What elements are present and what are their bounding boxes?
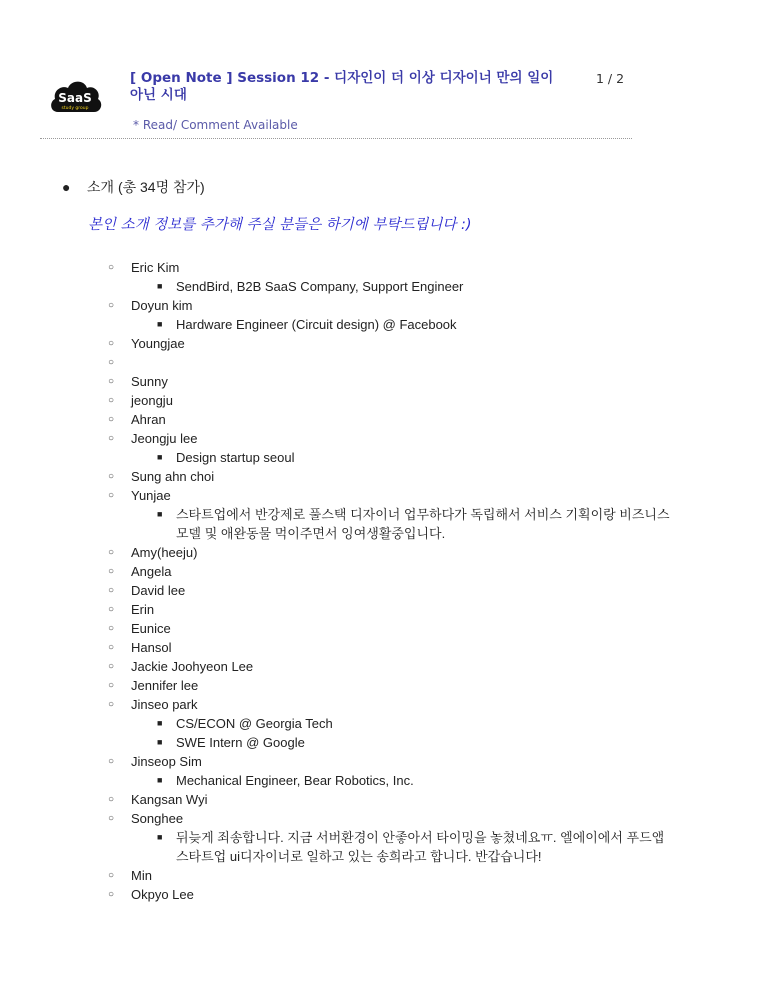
participant-name: Amy(heeju) bbox=[131, 545, 198, 560]
hollow-bullet-icon: ○ bbox=[108, 357, 115, 368]
hollow-bullet-icon: ○ bbox=[108, 490, 115, 501]
participant-item bbox=[0, 790, 773, 809]
participant-detail bbox=[0, 771, 773, 790]
header-divider bbox=[40, 138, 632, 139]
participant-item bbox=[0, 486, 773, 505]
participant-item bbox=[0, 809, 773, 828]
participant-item bbox=[0, 391, 773, 410]
participant-name: Kangsan Wyi bbox=[131, 792, 208, 807]
saas-study-group-logo bbox=[48, 74, 102, 118]
svg-text:SaaS: SaaS bbox=[58, 91, 92, 105]
participant-item bbox=[0, 676, 773, 695]
participant-name: Eunice bbox=[131, 621, 171, 636]
participant-item bbox=[0, 657, 773, 676]
square-bullet-icon: ■ bbox=[157, 509, 163, 519]
hollow-bullet-icon: ○ bbox=[108, 566, 115, 577]
participant-detail bbox=[0, 714, 773, 733]
hollow-bullet-icon: ○ bbox=[108, 870, 115, 881]
square-bullet-icon: ■ bbox=[157, 281, 163, 291]
participant-detail-text: Hardware Engineer (Circuit design) @ Facebook bbox=[176, 317, 457, 332]
bullet-dot-icon: ● bbox=[62, 179, 71, 195]
hollow-bullet-icon: ○ bbox=[108, 547, 115, 558]
hollow-bullet-icon: ○ bbox=[108, 338, 115, 349]
hollow-bullet-icon: ○ bbox=[108, 756, 115, 767]
hollow-bullet-icon: ○ bbox=[108, 699, 115, 710]
participant-name: Erin bbox=[131, 602, 155, 617]
hollow-bullet-icon: ○ bbox=[108, 680, 115, 691]
svg-text:study group: study group bbox=[61, 106, 89, 111]
participant-name: jeongju bbox=[131, 393, 173, 408]
access-note: * Read/ Comment Available bbox=[133, 118, 298, 132]
intro-label: 소개 (총 34명 참가) bbox=[87, 179, 205, 195]
participant-name: David lee bbox=[131, 583, 186, 598]
participant-item bbox=[0, 638, 773, 657]
hollow-bullet-icon: ○ bbox=[108, 414, 115, 425]
participant-name: Hansol bbox=[131, 640, 172, 655]
notice-text: 본인 소개 정보를 추가해 주실 분들은 하기에 부탁드립니다 :) bbox=[88, 217, 472, 233]
participant-name: Okpyo Lee bbox=[131, 887, 194, 902]
hollow-bullet-icon: ○ bbox=[108, 585, 115, 596]
participant-detail-text: CS/ECON @ Georgia Tech bbox=[176, 716, 333, 731]
participant-name: Songhee bbox=[131, 811, 184, 826]
participant-item bbox=[0, 410, 773, 429]
participant-detail bbox=[0, 277, 773, 296]
participant-name: Jeongju lee bbox=[131, 431, 198, 446]
participant-name: Sung ahn choi bbox=[131, 469, 215, 484]
participant-item bbox=[0, 334, 773, 353]
participant-name: Youngjae bbox=[131, 336, 185, 351]
square-bullet-icon: ■ bbox=[157, 718, 163, 728]
participant-item bbox=[0, 467, 773, 486]
participant-detail-text: 뒤늦게 죄송합니다. 지금 서버환경이 안좋아서 타이밍을 놓쳤네요ㅠ. 엘에이에서 푸드앱 스타트업 ui디자이너로 일하고 있는 송희라고 합니다. 반갑습니다! bbox=[176, 830, 665, 864]
participant-name: Doyun kim bbox=[131, 298, 193, 313]
hollow-bullet-icon: ○ bbox=[108, 395, 115, 406]
participant-item bbox=[0, 600, 773, 619]
participant-detail bbox=[0, 733, 773, 752]
hollow-bullet-icon: ○ bbox=[108, 433, 115, 444]
participant-item bbox=[0, 296, 773, 315]
participant-name: Jennifer lee bbox=[131, 678, 199, 693]
participant-detail-text: SendBird, B2B SaaS Company, Support Engineer bbox=[176, 279, 464, 294]
hollow-bullet-icon: ○ bbox=[108, 471, 115, 482]
page-number: 1 / 2 bbox=[596, 71, 625, 86]
hollow-bullet-icon: ○ bbox=[108, 889, 115, 900]
square-bullet-icon: ■ bbox=[157, 319, 163, 329]
participant-item bbox=[0, 353, 773, 372]
participant-item bbox=[0, 695, 773, 714]
hollow-bullet-icon: ○ bbox=[108, 661, 115, 672]
participant-detail-text: Mechanical Engineer, Bear Robotics, Inc. bbox=[176, 773, 414, 788]
participant-name: Sunny bbox=[131, 374, 168, 389]
hollow-bullet-icon: ○ bbox=[108, 262, 115, 273]
hollow-bullet-icon: ○ bbox=[108, 794, 115, 805]
square-bullet-icon: ■ bbox=[157, 737, 163, 747]
participant-detail-text: SWE Intern @ Google bbox=[176, 735, 305, 750]
square-bullet-icon: ■ bbox=[157, 832, 163, 842]
hollow-bullet-icon: ○ bbox=[108, 376, 115, 387]
participant-item bbox=[0, 372, 773, 391]
hollow-bullet-icon: ○ bbox=[108, 604, 115, 615]
participant-name: Eric Kim bbox=[131, 260, 180, 275]
participant-name: Jackie Joohyeon Lee bbox=[131, 659, 254, 674]
square-bullet-icon: ■ bbox=[157, 775, 163, 785]
participant-name: Angela bbox=[131, 564, 172, 579]
hollow-bullet-icon: ○ bbox=[108, 300, 115, 311]
participant-item bbox=[0, 543, 773, 562]
square-bullet-icon: ■ bbox=[157, 452, 163, 462]
participant-item bbox=[0, 562, 773, 581]
document-title: [ Open Note ] Session 12 - 디자인이 더 이상 디자이너 만의 일이 아닌 시대 bbox=[130, 70, 554, 103]
participant-item bbox=[0, 429, 773, 448]
participant-detail bbox=[0, 315, 773, 334]
participant-name: Ahran bbox=[131, 412, 166, 427]
participant-item bbox=[0, 885, 773, 904]
participant-item bbox=[0, 258, 773, 277]
participant-name: Jinseop Sim bbox=[131, 754, 202, 769]
participant-detail bbox=[0, 828, 773, 866]
participant-item bbox=[0, 866, 773, 885]
hollow-bullet-icon: ○ bbox=[108, 813, 115, 824]
participant-name: Yunjae bbox=[131, 488, 171, 503]
participant-detail bbox=[0, 505, 773, 543]
document-header bbox=[0, 0, 773, 140]
participant-detail bbox=[0, 448, 773, 467]
participant-detail-text: Design startup seoul bbox=[176, 450, 295, 465]
participant-name: Min bbox=[131, 868, 152, 883]
intro-heading bbox=[62, 177, 205, 197]
participant-list bbox=[0, 258, 773, 904]
participant-item bbox=[0, 581, 773, 600]
participant-item bbox=[0, 619, 773, 638]
participant-detail-text: 스타트업에서 반강제로 풀스택 디자이너 업무하다가 독립해서 서비스 기획이랑 비즈니스 모델 및 애완동물 먹이주면서 잉여생활중입니다. bbox=[176, 507, 670, 541]
participant-item bbox=[0, 752, 773, 771]
participant-name: Jinseo park bbox=[131, 697, 198, 712]
hollow-bullet-icon: ○ bbox=[108, 623, 115, 634]
hollow-bullet-icon: ○ bbox=[108, 642, 115, 653]
